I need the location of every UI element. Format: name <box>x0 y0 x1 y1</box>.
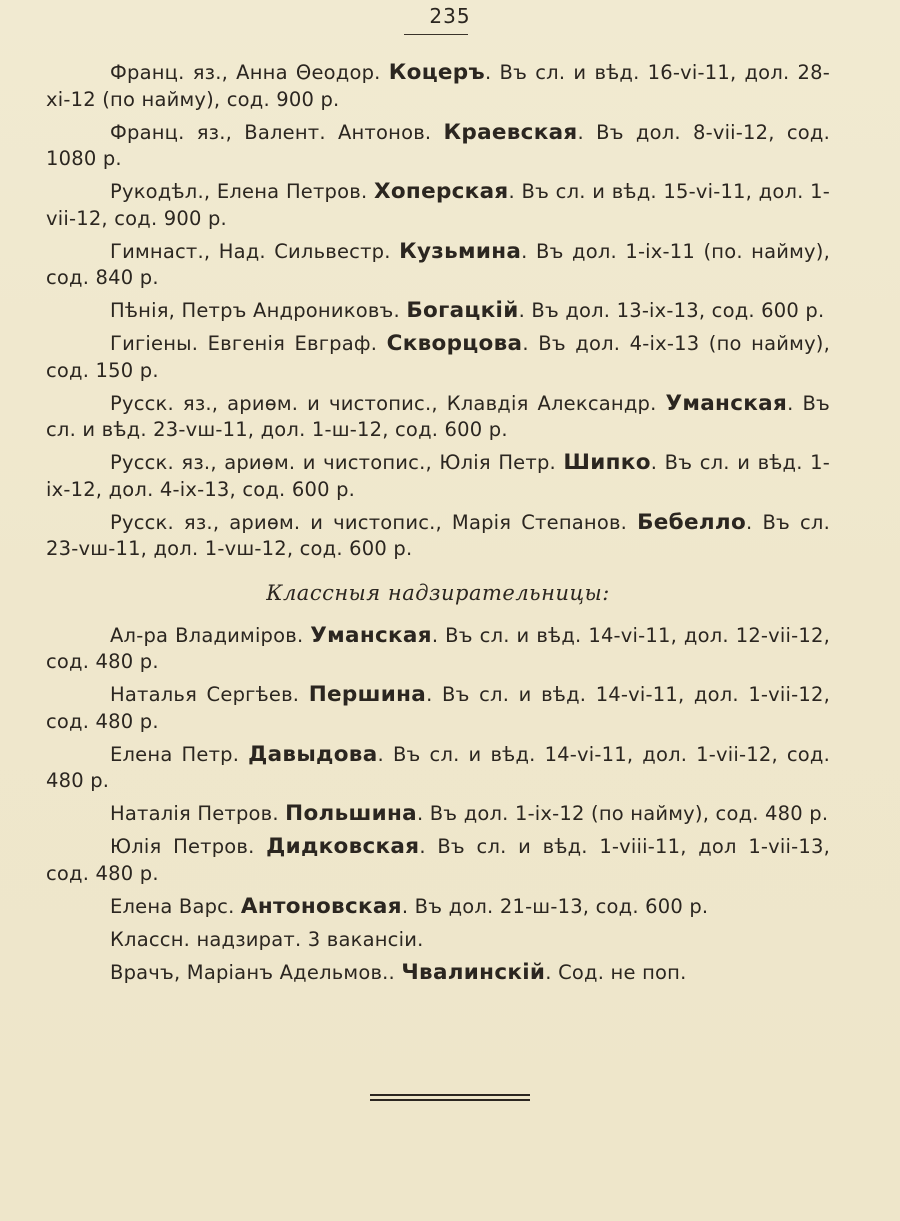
entry-supervisor-2: Наталья Сергѣев. Першина. Въ сл. и вѣд. 14-vi-11, дол. 1-vii-12, сод. 480 р. <box>46 682 830 733</box>
entry-vacancies: Классн. надзират. 3 вакансіи. <box>110 927 424 951</box>
person-surname: Польшина <box>285 801 417 826</box>
entry-supervisor-3: Елена Петр. Давыдова. Въ сл. и вѣд. 14-vi-11, дол. 1-vii-12, сод. 480 р. <box>46 741 831 792</box>
entry-teacher-2: Франц. яз., Валент. Антонов. Краевская. Въ дол. 8-vii-12, сод. 1080 р. <box>46 119 830 170</box>
entries <box>46 60 830 993</box>
person-surname: Хоперская <box>373 179 509 204</box>
footer-rule-bottom <box>370 1099 530 1101</box>
person-surname: Шипко <box>563 450 651 475</box>
footer-rule-top <box>370 1094 530 1096</box>
entry-teacher-3: Рукодѣл., Елена Петров. Хоперская. Въ сл. и вѣд. 15-vi-11, дол. 1-vii-12, сод. 900 р. <box>46 179 830 230</box>
section-heading: Классныя надзирательницы: <box>266 580 610 605</box>
person-surname: Кузьмина <box>399 238 522 264</box>
person-surname: Краевская <box>443 119 578 145</box>
entry-supervisor-6: Елена Варс. Антоновская. Въ дол. 21-ш-13, сод. 600 р. <box>110 893 709 919</box>
person-surname: Богацкій <box>406 298 519 323</box>
person-surname: Бебелло <box>637 509 747 535</box>
person-surname: Чвалинскій <box>401 959 546 985</box>
entry-teacher-1: Франц. яз., Анна Θеодор. Коцеръ. Въ сл. и вѣд. 16-vi-11, дол. 28-xi-12 (по найму), сод. 900 р. <box>46 60 830 111</box>
entry-supervisor-4: Наталія Петров. Польшина. Въ дол. 1-ix-12 (по найму), сод. 480 р. <box>110 801 829 826</box>
person-surname: Уманская <box>310 622 432 648</box>
entry-teacher-5: Пѣнія, Петръ Андрониковъ. Богацкій. Въ дол. 13-ix-13, сод. 600 р. <box>110 298 825 323</box>
entry-teacher-7: Русск. яз., ариѳм. и чистопис., Клавдія Александр. Уманская. Въ сл. и вѣд. 23-vш-11, дол. 1-ш-12, сод. 600 р. <box>46 390 831 441</box>
person-surname: Скворцова <box>386 331 523 356</box>
person-surname: Дидковская <box>266 834 420 859</box>
entry-supervisor-1: Ал-ра Владиміров. Уманская. Въ сл. и вѣд. 14-vi-11, дол. 12-vii-12, сод. 480 р. <box>46 622 830 673</box>
person-surname: Антоновская <box>240 893 402 919</box>
entry-teacher-6: Гигіены. Евгенія Евграф. Скворцова. Въ дол. 4-ix-13 (по найму), сод. 150 р. <box>46 331 831 382</box>
entry-supervisor-5: Юлія Петров. Дидковская. Въ сл. и вѣд. 1-viii-11, дол 1-vii-13, сод. 480 р. <box>46 834 830 885</box>
entry-teacher-9: Русск. яз., ариѳм. и чистопис., Марія Степанов. Бебелло. Въ сл. 23-vш-11, дол. 1-vш-12, сод. 600 р. <box>46 509 830 560</box>
person-surname: Уманская <box>665 390 788 416</box>
person-surname: Давыдова <box>248 741 378 767</box>
person-surname: Коцеръ <box>388 60 485 85</box>
entry-teacher-8: Русск. яз., ариѳм. и чистопис., Юлія Петр. Шипко. Въ сл. и вѣд. 1-ix-12, дол. 4-ix-13, сод. 600 р. <box>46 450 830 501</box>
entry-doctor: Врачъ, Маріанъ Адельмов.. Чвалинскій. Сод. не поп. <box>110 959 687 985</box>
entry-teacher-4: Гимнаст., Над. Сильвестр. Кузьмина. Въ дол. 1-ix-11 (по. найму), сод. 840 р. <box>46 238 831 289</box>
person-surname: Першина <box>308 682 427 707</box>
page-number: 235 <box>429 4 471 28</box>
page-number-rule <box>404 34 468 35</box>
